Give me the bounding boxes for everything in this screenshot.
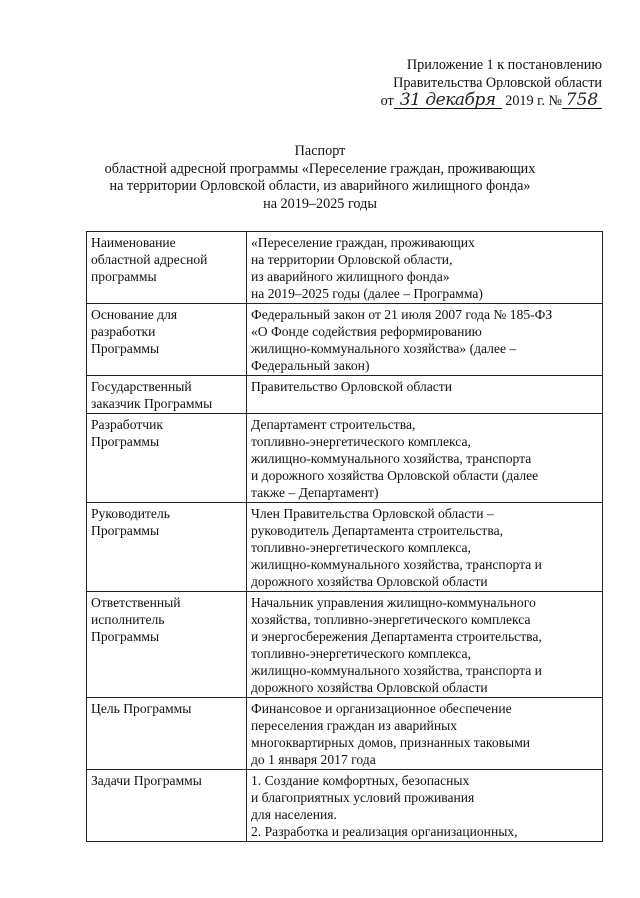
row-value-cell (247, 304, 603, 376)
row-label-line: Цель Программы (91, 701, 192, 716)
row-label-line: Задачи Программы (91, 773, 202, 788)
row-value-line: дорожного хозяйства Орловской области (251, 574, 488, 589)
row-value-line: хозяйства, топливно-энергетического комплекса (251, 612, 531, 627)
table-row (87, 503, 603, 592)
date-prefix: от (380, 93, 394, 109)
row-label-line: областной адресной (91, 252, 208, 267)
row-label-line: Наименование (91, 235, 176, 250)
table-row (87, 232, 603, 304)
row-value-cell (247, 698, 603, 770)
row-label-line: Руководитель (91, 506, 170, 521)
row-value-line: топливно-энергетического комплекса, (251, 434, 471, 449)
row-value-line: Финансовое и организационное обеспечение (251, 701, 512, 716)
row-value-line: жилищно-коммунального хозяйства, транспорта и (251, 663, 542, 678)
row-label-line: заказчик Программы (91, 396, 213, 411)
row-value-line: Федеральный закон от 21 июля 2007 года № 185-ФЗ (251, 307, 553, 322)
row-value-line: также – Департамент) (251, 485, 379, 500)
row-value-line: Начальник управления жилищно-коммунального (251, 595, 536, 610)
row-label-line: разработки (91, 324, 156, 339)
table-row (87, 376, 603, 414)
row-label-cell (87, 414, 247, 503)
row-value-line: на 2019–2025 годы (далее – Программа) (251, 286, 483, 301)
title-line: на 2019–2025 годы (263, 195, 377, 212)
row-value-line: дорожного хозяйства Орловской области (251, 680, 488, 695)
row-label-line: Программы (91, 523, 160, 538)
row-label-line: Программы (91, 629, 160, 644)
row-value-line: топливно-энергетического комплекса, (251, 646, 471, 661)
row-label-line: Разработчик (91, 417, 163, 432)
title-line: Паспорт (294, 143, 346, 159)
row-value-line: топливно-энергетического комплекса, (251, 540, 471, 555)
document-header (381, 57, 602, 111)
document-title (0, 143, 640, 213)
row-value-line: Федеральный закон) (251, 358, 370, 373)
row-value-line: Правительство Орловской области (251, 379, 453, 394)
row-label-cell (87, 592, 247, 698)
row-value-line: многоквартирных домов, признанных таковыми (251, 735, 531, 750)
row-label-line: Государственный (91, 379, 192, 394)
row-value-cell (247, 770, 603, 842)
row-label-line: исполнитель (91, 612, 165, 627)
row-value-line: до 1 января 2017 года (251, 752, 376, 767)
row-value-cell (247, 414, 603, 503)
row-value-line: для населения. (251, 807, 337, 822)
row-value-line: на территории Орловской области, (251, 252, 453, 267)
row-label-line: Программы (91, 434, 160, 449)
title-line: областной адресной программы «Переселение граждан, проживающих (104, 160, 536, 177)
row-value-line: жилищно-коммунального хозяйства» (далее – (251, 341, 517, 356)
title-line: на территории Орловской области, из аварийного жилищного фонда» (109, 178, 531, 195)
handwritten-number: 758 (562, 92, 602, 109)
handwritten-date: 31 декабря (394, 92, 502, 109)
row-value-cell (247, 592, 603, 698)
table-row (87, 592, 603, 698)
row-label-cell (87, 698, 247, 770)
table-row (87, 770, 603, 842)
table-row (87, 698, 603, 770)
row-label-cell (87, 770, 247, 842)
government-line: Правительства Орловской области (393, 74, 602, 91)
row-value-cell (247, 376, 603, 414)
row-value-cell (247, 232, 603, 304)
row-value-line: жилищно-коммунального хозяйства, транспорта (251, 451, 532, 466)
row-label-cell (87, 503, 247, 592)
row-value-cell (247, 503, 603, 592)
table-row (87, 304, 603, 376)
row-value-line: и благоприятных условий проживания (251, 790, 475, 805)
row-value-line: Департамент строительства, (251, 417, 416, 432)
row-value-line: жилищно-коммунального хозяйства, транспорта и (251, 557, 542, 572)
row-value-line: 2. Разработка и реализация организационных, (251, 824, 518, 839)
table-row (87, 414, 603, 503)
row-label-cell (87, 304, 247, 376)
row-label-line: программы (91, 269, 157, 284)
row-value-line: и дорожного хозяйства Орловской области (далее (251, 468, 539, 483)
row-label-line: Ответственный (91, 595, 181, 610)
year-number-label: 2019 г. № (505, 93, 562, 109)
program-passport-table (86, 231, 603, 842)
row-value-line: «О Фонде содействия реформированию (251, 324, 482, 339)
row-label-line: Программы (91, 341, 160, 356)
row-label-cell (87, 232, 247, 304)
appendix-line: Приложение 1 к постановлению (406, 57, 602, 73)
resolution-date-line (381, 92, 602, 111)
row-value-line: и энергосбережения Департамента строительства, (251, 629, 542, 644)
row-value-line: Член Правительства Орловской области – (251, 506, 494, 521)
row-value-line: из аварийного жилищного фонда» (251, 269, 450, 284)
row-value-line: руководитель Департамента строительства, (251, 523, 504, 538)
row-value-line: 1. Создание комфортных, безопасных (251, 773, 470, 788)
row-value-line: переселения граждан из аварийных (251, 718, 458, 733)
row-label-cell (87, 376, 247, 414)
row-label-line: Основание для (91, 307, 178, 322)
row-value-line: «Переселение граждан, проживающих (251, 235, 475, 250)
